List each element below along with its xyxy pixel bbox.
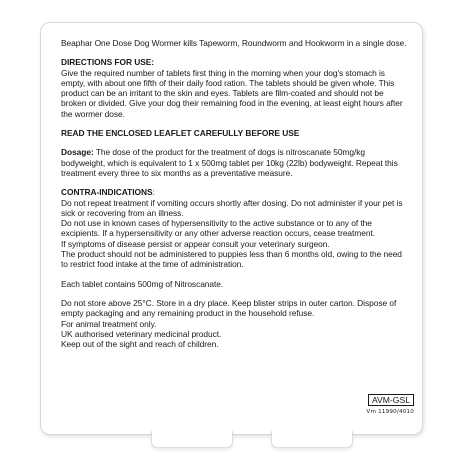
intro-text: Beaphar One Dose Dog Wormer kills Tapeworm, Roundworm and Hookworm in a single dose.: [61, 38, 407, 48]
storage-line: Keep out of the sight and reach of children.: [61, 339, 219, 350]
directions-text: Give the required number of tablets first thing in the morning when your dog's stomach is empty, with about one fifth of their daily food ration. The tablets should be given whole. This product can be an irritant to the skin and eyes. Tablets are film-coated and should not be broken or divided. Give your dog their remaining food in the evening, at least eight hours after the wormer dose.: [61, 67, 403, 119]
dosage-text: The dose of the product for the treatment of dogs is nitroscanate 50mg/kg bodyweight, which is equivalent to 1 x 500mg tablet per 10kg (22lb) bodyweight. Repeat this treatment every three to six months as a preventative measure.: [61, 147, 398, 178]
leaflet-notice: READ THE ENCLOSED LEAFLET CAREFULLY BEFORE USE: [61, 128, 300, 139]
storage-line: Do not store above 25°C. Store in a dry place. Keep blister strips in outer carton. Dispose of empty packaging and any remaining product in the household refuse.: [61, 297, 397, 319]
contra-line: Do not use in known cases of hypersensitivity to the active substance or to any of the excipients. If a hypersensitivity or any other adverse reaction occurs, cease treatment.: [61, 218, 376, 239]
composition-text: Each tablet contains 500mg of Nitroscanate.: [61, 278, 224, 289]
product-label-card: [40, 22, 423, 435]
storage-line: UK authorised veterinary medicinal product.: [61, 328, 222, 339]
dosage-heading: Dosage:: [61, 147, 94, 158]
dosage-paragraph: [61, 147, 411, 178]
storage-line: For animal treatment only.: [61, 318, 157, 329]
contra-line: If symptoms of disease persist or appear consult your veterinary surgeon.: [61, 238, 330, 249]
contra-colon: :: [152, 187, 155, 198]
directions-heading: DIRECTIONS FOR USE:: [61, 57, 155, 68]
avm-classification: [366, 390, 414, 416]
contra-heading: CONTRA-INDICATIONS: [61, 187, 153, 198]
label-text: [61, 38, 411, 349]
vm-reference-number: Vm 11990/4010: [366, 409, 414, 415]
label-tab-right: [271, 431, 353, 448]
label-tab-left: [151, 431, 233, 448]
contra-line: The product should not be administered to puppies less than 6 months old, owing to the need to restrict food intake at the time of administration.: [61, 249, 402, 270]
contra-line: Do not repeat treatment if vomiting occurs shortly after dosing. Do not administer if your pet is sick or recovering from an illness.: [61, 197, 403, 218]
contra-heading-line: [61, 187, 411, 197]
avm-gsl-badge: AVM-GSL: [368, 394, 414, 406]
